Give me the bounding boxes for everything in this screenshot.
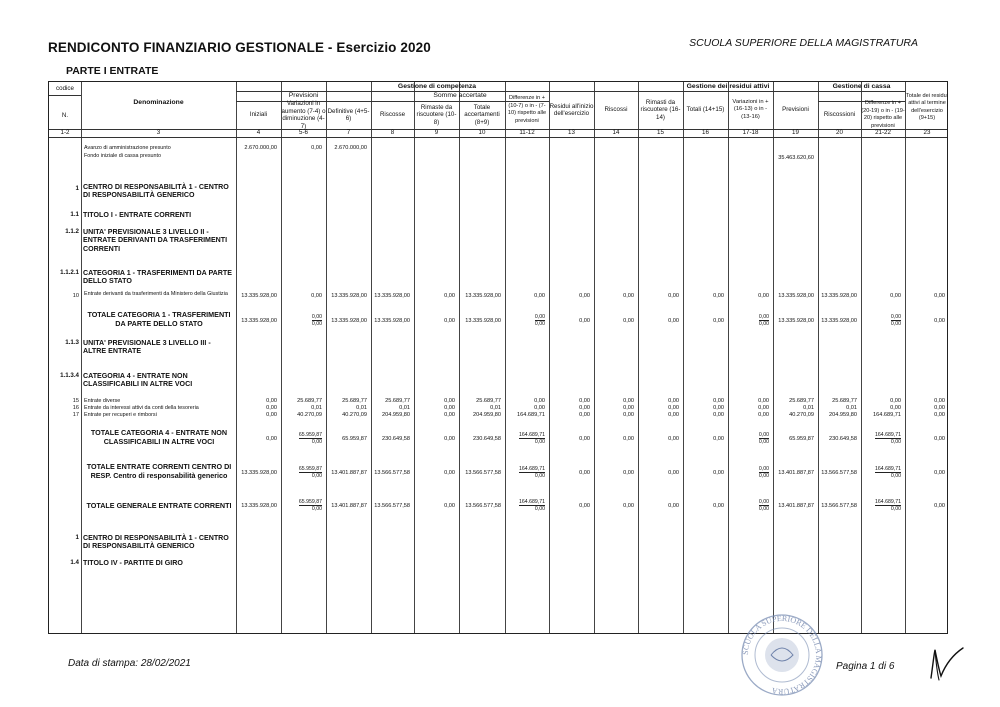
row-value: 0,00: [713, 412, 724, 418]
total-value: 13.335.928,00: [374, 318, 410, 324]
column-number: 14: [612, 129, 620, 137]
total-value-plus: 0,00: [758, 432, 769, 438]
total-value: 0,00: [934, 470, 945, 476]
column-number: 4: [256, 129, 261, 137]
row-value: 204.959,80: [473, 412, 501, 418]
total-value: 0,00: [934, 503, 945, 509]
row-value: 0,00: [890, 405, 901, 411]
row-value: 13.335.928,00: [465, 293, 501, 299]
section-code: 1.1.2: [65, 228, 79, 235]
total-centro-label: TOTALE ENTRATE CORRENTI CENTRO DI RESP. Centro di responsabilità generico: [86, 462, 232, 480]
total-value: 0,00: [623, 436, 634, 442]
col-definitive: Definitive (4+5-6): [327, 107, 370, 122]
row-value: 0,00: [444, 412, 455, 418]
row-value: 13.335.928,00: [778, 293, 814, 299]
total-value: 0,00: [579, 436, 590, 442]
total-value: 0,00: [623, 470, 634, 476]
col-variazioni: Variazioni in aumento (7-4) o diminuzione (4-7): [281, 100, 326, 130]
row-value: 0,00: [444, 398, 455, 404]
official-seal-stamp: [733, 610, 831, 700]
section-code: 1.1.2.1: [60, 269, 79, 276]
total-value: 0,00: [668, 503, 679, 509]
row-value: 0,00: [266, 405, 277, 411]
total-value: 0,00: [444, 436, 455, 442]
total-value-minus: 0,00: [890, 321, 901, 327]
column-number: 3: [156, 129, 161, 137]
section-code: 1.1.3.4: [60, 372, 79, 379]
total-value-minus: 0,00: [534, 321, 545, 327]
row-value: 0,00: [444, 293, 455, 299]
row-value: 0,00: [668, 412, 679, 418]
section-code: 1: [75, 534, 79, 541]
total-value: 13.401.887,87: [331, 503, 367, 509]
section-upb-livello-2: UNITA' PREVISIONALE 3 LIVELLO II - ENTRATE DERIVANTI DA TRASFERIMENTI CORRENTI: [83, 228, 228, 253]
row-value: 40.270,09: [789, 412, 814, 418]
column-number: 21-22: [875, 129, 891, 137]
row-value: 164.689,71: [517, 412, 545, 418]
column-number: 10: [478, 129, 486, 137]
column-number: 15: [657, 129, 664, 137]
group-gestione-cassa: Gestione di cassa: [832, 82, 891, 90]
row-value: 0,00: [713, 405, 724, 411]
total-value: 0,00: [579, 470, 590, 476]
column-number: 23: [923, 129, 931, 137]
section-code: 1.1.3: [65, 339, 79, 346]
column-number: 19: [792, 129, 799, 137]
row-number: 15: [72, 398, 79, 404]
col-differenze-cassa: Differenze in + (20-19) o in - (19-20) rispetto alle previsioni: [861, 100, 905, 129]
col-rimasti: Rimasti da riscuotere (16-14): [640, 98, 681, 121]
total-value-minus: 0,00: [890, 439, 901, 445]
col-codice: codice: [56, 84, 74, 92]
total-value-plus: 164.689,71: [519, 499, 545, 505]
column-number: 20: [836, 129, 843, 137]
total-value-minus: 0,00: [890, 473, 901, 479]
total-value: 13.566.577,58: [374, 503, 410, 509]
row-value: 0,00: [890, 293, 901, 299]
row-value: 0,00: [758, 398, 769, 404]
svg-text:SCUOLA SUPERIORE DELLA MAGISTR: SCUOLA SUPERIORE DELLA MAGISTRATURA: [740, 613, 824, 697]
total-value-plus: 65.959,87: [298, 466, 322, 472]
section-upb-livello-3: UNITA' PREVISIONALE 3 LIVELLO III - ALTRE ENTRATE: [83, 339, 211, 356]
row-value: 13.335.928,00: [241, 293, 277, 299]
financial-table: [48, 81, 948, 634]
total-value: 65.959,87: [789, 436, 814, 442]
row-value: 25.689,77: [832, 398, 857, 404]
row-value: 0,00: [934, 293, 945, 299]
total-value-plus: 0,00: [758, 314, 769, 320]
total-value: 0,00: [668, 318, 679, 324]
section-titolo-1: TITOLO I - ENTRATE CORRENTI: [83, 211, 192, 219]
total-value: 13.401.887,87: [778, 470, 814, 476]
total-value: 13.566.577,58: [465, 470, 501, 476]
col-riscossi: Riscossi: [604, 106, 628, 114]
column-number: 1-2: [60, 129, 70, 137]
column-number: 11-12: [519, 129, 535, 137]
row-value: 0,01: [399, 405, 410, 411]
print-date: Data di stampa: 28/02/2021: [68, 658, 191, 669]
row-number: 17: [72, 412, 79, 418]
row-value: 0,00: [534, 293, 545, 299]
total-value: 13.401.887,87: [331, 470, 367, 476]
row-value: 0,00: [579, 412, 590, 418]
total-value: 13.335.928,00: [778, 318, 814, 324]
total-value-plus: 0,00: [890, 314, 901, 320]
avanzo-definitive: 2.670.000,00: [334, 145, 367, 151]
row-value: 25.689,77: [476, 398, 501, 404]
row-value: 204.959,80: [382, 412, 410, 418]
total-value-minus: 0,00: [534, 506, 545, 512]
subgroup-somme-accertate: Somme accertate: [433, 92, 487, 100]
row-value: 0,00: [311, 293, 322, 299]
page-number: Pagina 1 di 6: [836, 661, 895, 672]
total-value: 230.649,58: [473, 436, 501, 442]
total-value-minus: 0,00: [758, 473, 769, 479]
section-categoria-1: CATEGORIA 1 - TRASFERIMENTI DA PARTE DELLO STATO: [83, 269, 232, 286]
total-value-plus: 164.689,71: [875, 432, 901, 438]
col-differenze-competenza: Differenze in + (10-7) o in - (7-10) rispetto alle previsioni: [507, 95, 547, 124]
col-rimaste: Rimaste da riscuotere (10-8): [416, 103, 457, 126]
column-number: 13: [568, 129, 575, 137]
row-value: 0,00: [758, 293, 769, 299]
total-value: 230.649,58: [829, 436, 857, 442]
total-value-plus: 164.689,71: [519, 432, 545, 438]
row-value: 164.689,71: [873, 412, 901, 418]
row-value: 0,00: [623, 405, 634, 411]
fondo-label: Fondo iniziale di cassa presunto: [84, 153, 162, 159]
row-value: 0,01: [356, 405, 367, 411]
group-gestione-residui: Gestione dei residui attivi: [686, 82, 770, 90]
total-value: 0,00: [579, 318, 590, 324]
row-number: 10: [72, 293, 79, 299]
row-value: 0,00: [758, 405, 769, 411]
column-number: 5-6: [299, 129, 308, 137]
total-value-minus: 0,00: [534, 473, 545, 479]
total-value-minus: 0,00: [758, 439, 769, 445]
row-value: 0,01: [490, 405, 501, 411]
row-value: 0,00: [713, 293, 724, 299]
column-number: 9: [434, 129, 439, 137]
total-value-plus: 164.689,71: [875, 466, 901, 472]
total-categoria-4-label: TOTALE CATEGORIA 4 - ENTRATE NON CLASSIFICABILI IN ALTRE VOCI: [90, 428, 228, 446]
section-code: 1.4: [70, 559, 79, 566]
col-riscosse: Riscosse: [379, 111, 406, 119]
section-titolo-4: TITOLO IV - PARTITE DI GIRO: [83, 559, 183, 567]
total-value: 0,00: [266, 436, 277, 442]
total-value-minus: 0,00: [890, 506, 901, 512]
total-value: 0,00: [623, 318, 634, 324]
row-value: 0,00: [579, 293, 590, 299]
row-value: 40.270,09: [297, 412, 322, 418]
total-value: 0,00: [444, 503, 455, 509]
total-value: 0,00: [444, 318, 455, 324]
total-value: 0,00: [934, 318, 945, 324]
total-value: 0,00: [623, 503, 634, 509]
total-value: 0,00: [668, 436, 679, 442]
total-value-minus: 0,00: [311, 439, 322, 445]
avanzo-iniziali: 2.670.000,00: [244, 145, 277, 151]
total-categoria-1-label: TOTALE CATEGORIA 1 - TRASFERIMENTI DA PARTE DELLO STATO: [87, 310, 231, 328]
fondo-previsioni: 35.463.620,60: [778, 155, 814, 161]
total-value: 13.335.928,00: [465, 318, 501, 324]
total-value: 0,00: [668, 470, 679, 476]
total-value-plus: 65.959,87: [298, 499, 322, 505]
total-value-plus: 65.959,87: [298, 432, 322, 438]
avanzo-variazioni: 0,00: [311, 145, 322, 151]
total-value-minus: 0,00: [311, 473, 322, 479]
column-number: 17-18: [742, 129, 759, 137]
row-value: 0,00: [890, 398, 901, 404]
row-value: 0,00: [266, 412, 277, 418]
total-value-minus: 0,00: [534, 439, 545, 445]
row-value: 0,00: [668, 293, 679, 299]
row-value: 0,00: [534, 405, 545, 411]
total-value: 13.335.928,00: [241, 470, 277, 476]
total-value: 65.959,87: [342, 436, 367, 442]
row-value: 25.689,77: [297, 398, 322, 404]
total-value-plus: 164.689,71: [519, 466, 545, 472]
row-value: 0,00: [623, 412, 634, 418]
total-value: 13.335.928,00: [331, 318, 367, 324]
section-centro-responsabilita-2: CENTRO DI RESPONSABILITÀ 1 - CENTRO DI RESPONSABILITÀ GENERICO: [83, 534, 229, 551]
row-value: 25.689,77: [385, 398, 410, 404]
col-riscossioni: Riscossioni: [823, 111, 856, 119]
total-value-plus: 0,00: [534, 314, 545, 320]
row-value: 0,00: [623, 293, 634, 299]
row-value: 0,00: [623, 398, 634, 404]
column-number: 16: [702, 129, 709, 137]
row-number: 16: [72, 405, 79, 411]
col-previsioni-cassa: Previsioni: [782, 106, 809, 114]
total-value: 0,00: [713, 470, 724, 476]
row-value: 0,00: [934, 398, 945, 404]
total-value: 13.566.577,58: [821, 470, 857, 476]
total-generale-label: TOTALE GENERALE ENTRATE CORRENTI: [86, 501, 232, 510]
row-label: Entrate diverse: [84, 398, 121, 404]
col-totale-residui: Totale dei residui attivi al termine dell'esercizio (9+15): [906, 92, 948, 121]
row-value: 0,00: [934, 412, 945, 418]
col-n: N.: [61, 112, 69, 120]
row-value: 13.335.928,00: [374, 293, 410, 299]
avanzo-label: Avanzo di amministrazione presunto: [84, 145, 171, 151]
row-value: 0,00: [266, 398, 277, 404]
col-totali: Totali (14+15): [686, 106, 725, 114]
column-number: 8: [390, 129, 395, 137]
group-gestione-competenza: Gestione di competenza: [397, 82, 477, 90]
document-title: RENDICONTO FINANZIARIO GESTIONALE - Esercizio 2020: [48, 40, 431, 55]
row-value: 0,01: [846, 405, 857, 411]
col-denominazione: Denominazione: [133, 99, 184, 107]
total-value: 0,00: [579, 503, 590, 509]
row-label: Entrate da interessi attivi da conti della tesoreria: [84, 405, 199, 411]
total-value-minus: 0,00: [311, 506, 322, 512]
row-value: 204.959,80: [829, 412, 857, 418]
total-value-plus: 0,00: [758, 499, 769, 505]
subgroup-previsioni: Previsioni: [288, 92, 319, 100]
row-value: 0,00: [713, 398, 724, 404]
row-value: 0,00: [668, 398, 679, 404]
total-value: 13.566.577,58: [374, 470, 410, 476]
col-residui-inizio: Residui all'inizio dell'esercizio: [549, 102, 594, 117]
total-value-minus: 0,00: [758, 321, 769, 327]
organization-name: SCUOLA SUPERIORE DELLA MAGISTRATURA: [689, 37, 918, 49]
row-value: 0,01: [803, 405, 814, 411]
row-value: 0,00: [534, 398, 545, 404]
total-value: 0,00: [713, 436, 724, 442]
row-value: 0,00: [668, 405, 679, 411]
row-value: 0,00: [444, 405, 455, 411]
total-value: 230.649,58: [382, 436, 410, 442]
row-value: 25.689,77: [342, 398, 367, 404]
total-value: 13.401.887,87: [778, 503, 814, 509]
column-number: 7: [346, 129, 351, 137]
total-value: 13.335.928,00: [241, 503, 277, 509]
part-title: PARTE I ENTRATE: [66, 65, 159, 77]
row-value: 0,00: [579, 405, 590, 411]
row-label: Entrate per recuperi e rimborsi: [84, 412, 157, 418]
row-value: 40.270,09: [342, 412, 367, 418]
total-value: 13.335.928,00: [821, 318, 857, 324]
section-categoria-4: CATEGORIA 4 - ENTRATE NON CLASSIFICABILI IN ALTRE VOCI: [83, 372, 193, 389]
section-code: 1.1: [70, 211, 79, 218]
total-value-minus: 0,00: [311, 321, 322, 327]
handwritten-signature: [925, 644, 969, 684]
row-value: 13.335.928,00: [331, 293, 367, 299]
col-totale-accertamenti: Totale accertamenti (8+9): [464, 103, 500, 126]
total-value-plus: 164.689,71: [875, 499, 901, 505]
total-value: 0,00: [713, 503, 724, 509]
section-code: 1: [75, 185, 79, 192]
total-value-minus: 0,00: [758, 506, 769, 512]
total-value-plus: 0,00: [758, 466, 769, 472]
row-value: 0,00: [579, 398, 590, 404]
section-centro-responsabilita: CENTRO DI RESPONSABILITÀ 1 - CENTRO DI RESPONSABILITÀ GENERICO: [83, 183, 229, 200]
col-iniziali: Iniziali: [249, 111, 268, 119]
col-variazioni-residui: Variazioni in + (16-13) o in - (13-16): [732, 98, 769, 120]
total-value-plus: 0,00: [311, 314, 322, 320]
row-value: 13.335.928,00: [821, 293, 857, 299]
total-value: 0,00: [444, 470, 455, 476]
total-value: 0,00: [934, 436, 945, 442]
row-value: 0,00: [758, 412, 769, 418]
total-value: 13.335.928,00: [241, 318, 277, 324]
row-value: 25.689,77: [789, 398, 814, 404]
total-value: 0,00: [713, 318, 724, 324]
row-value: 0,01: [311, 405, 322, 411]
total-value: 13.566.577,58: [465, 503, 501, 509]
total-value: 13.566.577,58: [821, 503, 857, 509]
row-label: Entrate derivanti da trasferimenti da Ministero della Giustizia: [84, 291, 228, 297]
row-value: 0,00: [934, 405, 945, 411]
